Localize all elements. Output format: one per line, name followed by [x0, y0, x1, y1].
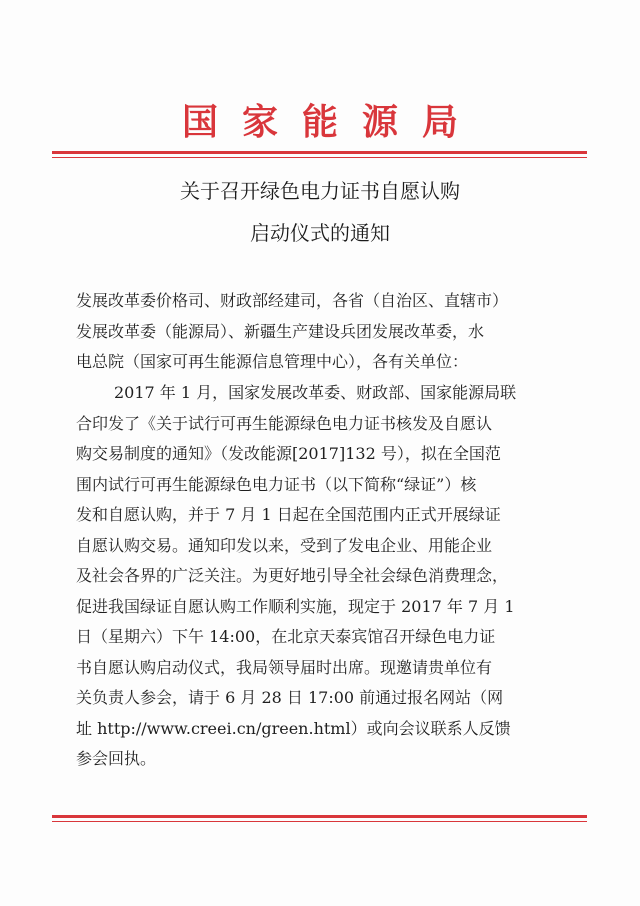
paragraph-line: 2017 年 1 月，国家发展改革委、财政部、国家能源局联	[114, 383, 517, 402]
paragraph-line: 围内试行可再生能源绿色电力证书（以下简称“绿证”）核	[76, 474, 477, 494]
addressee-line: 发展改革委（能源局）、新疆生产建设兵团发展改革委，水	[76, 321, 485, 341]
paragraph-line: 参会回执。	[76, 749, 157, 768]
body-paragraph	[76, 378, 576, 775]
addressee-line: 发展改革委价格司、财政部经建司，各省（自治区、直辖市）	[76, 291, 509, 310]
addressee-line: 电总院（国家可再生能源信息管理中心），各有关单位：	[76, 352, 469, 371]
paragraph-line: 购交易制度的通知》（发改能源[2017]132 号），拟在全国范	[76, 444, 501, 463]
red-rule-thin	[52, 157, 587, 158]
paragraph-line: 书自愿认购启动仪式，我局领导届时出席。现邀请贵单位有	[76, 657, 493, 677]
red-rule-thick	[52, 151, 587, 154]
paragraph-line: 日（星期六）下午 14:00，在北京天泰宾馆召开绿色电力证	[76, 627, 496, 646]
paragraph-line: 自愿认购交易。通知印发以来，受到了发电企业、用能企业	[76, 535, 493, 555]
addressee-block	[76, 286, 576, 378]
letterhead-red-rule	[52, 151, 587, 158]
paragraph-line: 促进我国绿证自愿认购工作顺利实施，现定于 2017 年 7 月 1	[76, 596, 515, 616]
paragraph-line: 址 http://www.creei.cn/green.html）或向会议联系人反馈	[76, 718, 511, 738]
letterhead-org-name: 国家能源局	[181, 101, 482, 143]
document-title-line-2: 启动仪式的通知	[250, 221, 390, 245]
paragraph-line: 合印发了《关于试行可再生能源绿色电力证书核发及自愿认	[76, 413, 493, 433]
paragraph-line: 关负责人参会，请于 6 月 28 日 17:00 前通过报名网站（网	[76, 688, 504, 707]
footer-red-rule	[52, 815, 587, 822]
paragraph-line: 发和自愿认购，并于 7 月 1 日起在全国范围内正式开展绿证	[76, 505, 501, 524]
red-rule-thin	[52, 821, 587, 822]
document-title-line-1: 关于召开绿色电力证书自愿认购	[180, 179, 460, 203]
paragraph-line: 及社会各界的广泛关注。为更好地引导全社会绿色消费理念，	[76, 566, 509, 585]
red-rule-thick	[52, 815, 587, 818]
